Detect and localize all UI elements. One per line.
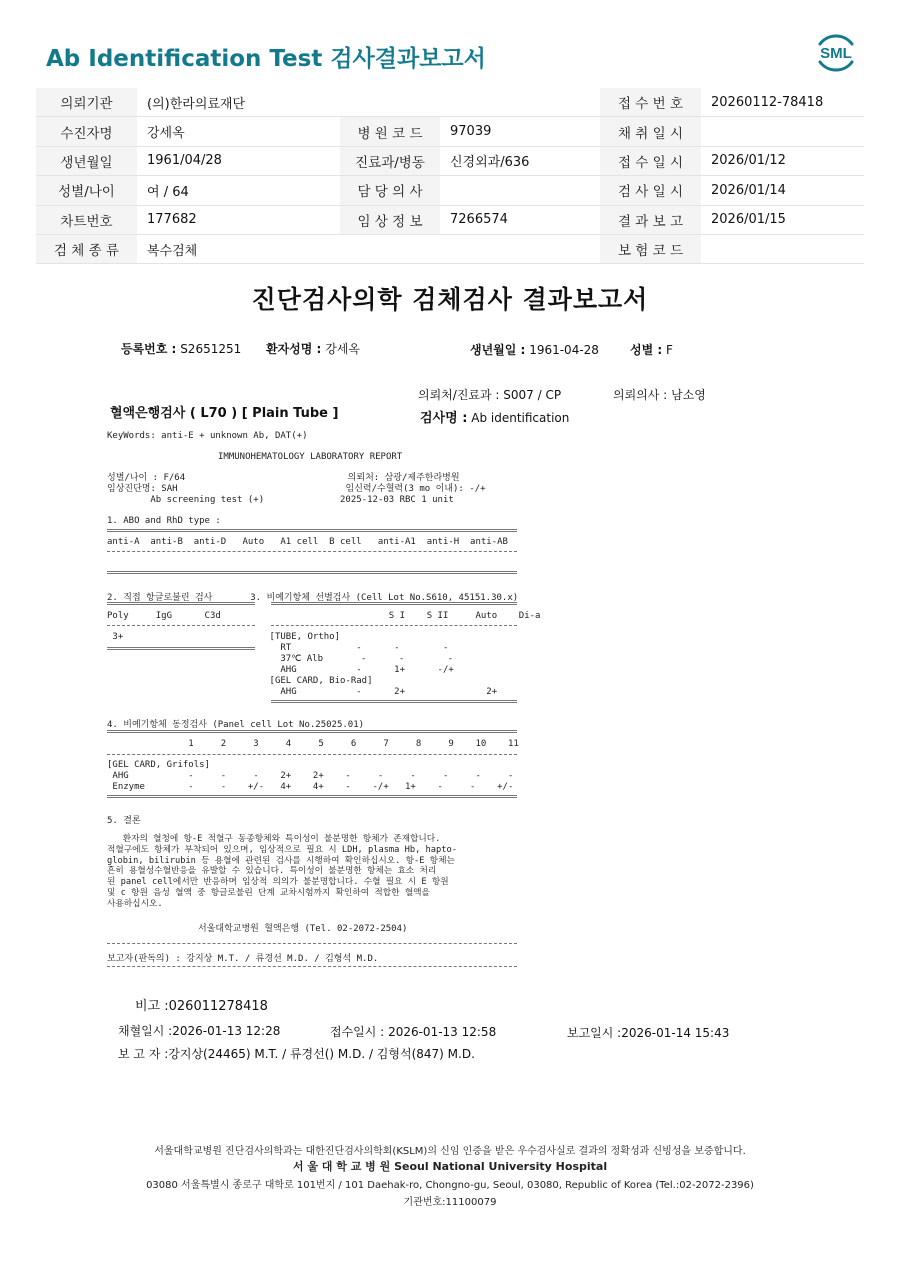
info-label: 성별/나이: [36, 176, 137, 205]
info-label: 수진자명: [36, 117, 137, 146]
sml-logo: [812, 30, 860, 74]
logo-text: SML: [820, 45, 852, 62]
patient-info-table: [36, 88, 864, 264]
receive-date: 접수일시 : 2026-01-13 12:58: [330, 1025, 497, 1039]
divider: [271, 700, 517, 703]
info-label: 접 수 번 호: [600, 88, 701, 117]
section-abo: 1. ABO and RhD type :: [107, 516, 221, 526]
divider: [107, 647, 255, 650]
info-row: [36, 205, 864, 234]
collect-date: 채혈일시 :2026-01-13 12:28: [118, 1024, 281, 1038]
info-label: 결 과 보 고: [600, 205, 701, 234]
patient-block: 성별/나이 : F/64 의뢰처: 삼광/제주한라병원 임상진단명: SAH 임신력/수혈력(3 mo 이내): -/+ Ab screening test (+) 2025-12-03 RBC 1 unit: [107, 473, 486, 505]
keywords: KeyWords: anti-E + unknown Ab, DAT(+): [107, 431, 308, 441]
divider: [107, 795, 517, 798]
info-label: 의뢰기관: [36, 88, 137, 117]
divider: [107, 966, 517, 967]
divider: [107, 551, 517, 552]
section-panel: 4. 비예기항체 동정검사 (Panel cell Lot No.25025.01): [107, 720, 365, 730]
reg-number: 등록번호 : S2651251: [121, 342, 242, 356]
info-value: 여 / 64: [137, 176, 340, 205]
info-value: 신경외과/636: [440, 146, 600, 175]
panel-results: [GEL CARD, Grifols] AHG - - - 2+ 2+ - - - - - - Enzyme - - +/- 4+ 4+ - -/+ 1+ - - +/-: [107, 760, 514, 792]
info-row: [36, 146, 864, 175]
info-value: 강세옥: [137, 117, 340, 146]
info-value: 20260112-78418: [701, 88, 864, 117]
info-label: 생년월일: [36, 146, 137, 175]
info-value: [701, 117, 864, 146]
reporter: 보고자(판독의) : 강지상 M.T. / 류경선 M.D. / 김형석 M.D.: [107, 954, 379, 964]
info-value: 2026/01/15: [701, 205, 864, 234]
report-title: Ab Identification Test 검사결과보고서: [46, 46, 486, 72]
info-row: [36, 234, 864, 263]
test-name: 검사명 : Ab identification: [420, 411, 570, 426]
divider: [107, 625, 255, 626]
remark: 비고 :026011278418: [135, 999, 268, 1014]
info-value: 177682: [137, 205, 340, 234]
info-label: 채 취 일 시: [600, 117, 701, 146]
info-label: 진료과/병동: [340, 146, 440, 175]
sex: 성별 : F: [630, 343, 673, 357]
footer-certification: 서울대학교병원 진단검사의학과는 대한진단검사의학회(KSLM)의 신임 인증을 받은 우수검사실로 결과의 정확성과 신빙성을 보증합니다.: [154, 1146, 746, 1157]
footer-institution-code: 기관번호:11100079: [403, 1197, 497, 1208]
info-label: 검 사 일 시: [600, 176, 701, 205]
divider: [107, 529, 517, 532]
footer-address: 03080 서울특별시 종로구 대학로 101번지 / 101 Daehak-ro, Chongno-gu, Seoul, 03080, Republic of Korea (Tel.:02-2072-2396): [146, 1180, 754, 1191]
divider: [107, 571, 517, 574]
birth-date: 생년월일 : 1961-04-28: [470, 343, 599, 357]
patient-name: 환자성명 : 강세옥: [266, 342, 360, 356]
section-dat-screen: 2. 직접 항글로불린 검사 3. 비예기항체 선별검사 (Cell Lot No.S610, 45151.30.x): [107, 593, 519, 603]
info-value: 7266574: [440, 205, 600, 234]
info-row: [36, 176, 864, 205]
conclusion-text: 환자의 혈청에 항-E 적혈구 동종항체와 특이성이 불분명한 항체가 존재합니다. 적혈구에도 항체가 부착되어 있으며, 임상적으로 필요 시 LDH, plasma Hb, hapto- globin, bilirubin 등 용혈에 관련된 검사를 시행하여 확인하십시오. 항-E 항체는 흔히 용혈성수혈반응을 유발할 수 있습니다. 특이성이 불분명한 항체는 효소 처리 된 panel cell에서만 반응하며 임상적 의의가 불분명합니다. 수혈 필요 시 E 항원 및 c 항원 음성 혈액 중 항글로불린 단계 교차시험까지 확인하여 적합한 혈액을 사용하십시오.: [107, 834, 457, 909]
divider: [107, 602, 255, 605]
info-label: 보 험 코 드: [600, 234, 701, 263]
divider: [271, 625, 517, 626]
info-value: [701, 234, 864, 263]
report-heading: 진단검사의학 검체검사 결과보고서: [251, 285, 649, 314]
info-label: 검 체 종 류: [36, 234, 137, 263]
lab-report-title: IMMUNOHEMATOLOGY LABORATORY REPORT: [218, 452, 403, 462]
requesting-doctor: 의뢰의사 : 남소영: [613, 388, 706, 402]
reporter-final: 보 고 자 :강지상(24465) M.T. / 류경선() M.D. / 김형석(847) M.D.: [118, 1047, 475, 1061]
info-value: 1961/04/28: [137, 146, 340, 175]
info-label: 담 당 의 사: [340, 176, 440, 205]
screen-results: 3+ [TUBE, Ortho] RT - - - 37℃ Alb - - - AHG - 1+ -/+ [GEL CARD, Bio-Rad] AHG - 2+ 2+: [112, 632, 498, 697]
info-label: 접 수 일 시: [600, 146, 701, 175]
info-value: (의)한라의료재단: [137, 88, 600, 117]
bloodbank-contact: 서울대학교병원 혈액은행 (Tel. 02-2072-2504): [198, 924, 408, 934]
abo-header: anti-A anti-B anti-D Auto A1 cell B cell anti-A1 anti-H anti-AB: [107, 537, 508, 547]
panel-header: 1 2 3 4 5 6 7 8 9 10 11: [107, 739, 519, 749]
info-label: 병 원 코 드: [340, 117, 440, 146]
info-row: [36, 117, 864, 146]
divider: [271, 602, 517, 605]
info-value: 2026/01/14: [701, 176, 864, 205]
divider: [107, 943, 517, 944]
info-row: [36, 88, 864, 117]
divider: [107, 730, 517, 733]
info-value: [440, 176, 600, 205]
report-date: 보고일시 :2026-01-14 15:43: [567, 1026, 730, 1040]
info-label: 임 상 정 보: [340, 205, 440, 234]
test-title: 혈액은행검사 ( L70 ) [ Plain Tube ]: [110, 406, 339, 421]
dat-header: Poly IgG C3d S I S II Auto Di-a: [107, 611, 541, 621]
requesting-dept: 의뢰처/진료과 : S007 / CP: [418, 388, 562, 402]
divider: [107, 754, 517, 755]
info-value: 2026/01/12: [701, 146, 864, 175]
info-value: 97039: [440, 117, 600, 146]
info-value: 복수검체: [137, 234, 600, 263]
info-label: 차트번호: [36, 205, 137, 234]
section-conclusion: 5. 결론: [107, 816, 141, 826]
footer-hospital: 서 울 대 학 교 병 원 Seoul National University Hospital: [292, 1160, 608, 1173]
